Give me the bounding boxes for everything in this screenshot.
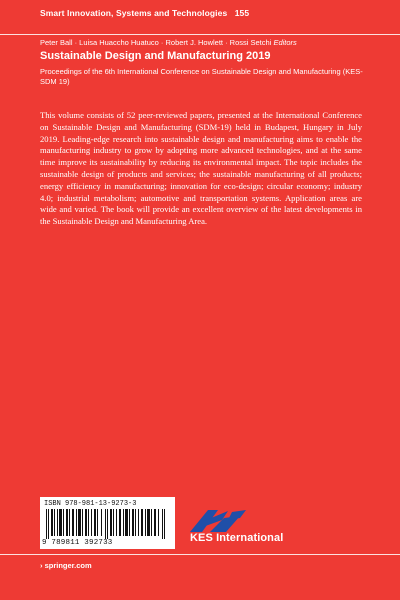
editors-role: Editors — [273, 38, 297, 47]
book-subtitle: Proceedings of the 6th International Conference on Sustainable Design and Manufacturing (KES-SDM 19) — [40, 67, 363, 86]
top-divider — [0, 34, 400, 35]
back-cover-description: This volume consists of 52 peer-reviewed papers, presented at the International Conference on Sustainable Design and Manufacturing (SDM-19) held in Budapest, Hungary in July 2019. Leading-edge research into sustainable design and manufacturing aims to enable the manufacturing industry to grow by adopting more advanced technologies, and at the same time improve its sustainability by reducing its environmental impact. The topic includes the sustainable design of products and services; the sustainable manufacturing of all products; energy efficiency in manufacturing; innovation for eco-design; circular economy; industry 4.0; industrial metabolism; automotive and transportation systems. Application areas are wide and varied. The book will provide an excellent overview of the latest developments in the Sustainable Design and Manufacturing Area. — [40, 110, 362, 227]
series-line — [40, 8, 249, 18]
editor-names: Peter Ball · Luisa Huaccho Huatuco · Robert J. Howlett · Rossi Setchi — [40, 38, 272, 47]
editors-line — [40, 38, 297, 47]
barcode-icon — [46, 509, 168, 539]
barcode-digits: 9 789811 392733 — [42, 539, 113, 547]
book-title: Sustainable Design and Manufacturing 2019 — [40, 50, 271, 62]
kes-logo-text: KES International — [190, 532, 284, 544]
bottom-divider — [0, 554, 400, 555]
isbn-barcode-block — [40, 497, 175, 549]
kes-logo-icon — [188, 508, 248, 534]
isbn-label: ISBN 978-981-13-9273-3 — [44, 500, 137, 508]
series-volume: 155 — [234, 8, 250, 18]
publisher-website: › springer.com — [40, 561, 92, 570]
series-name: Smart Innovation, Systems and Technologies — [40, 8, 228, 18]
